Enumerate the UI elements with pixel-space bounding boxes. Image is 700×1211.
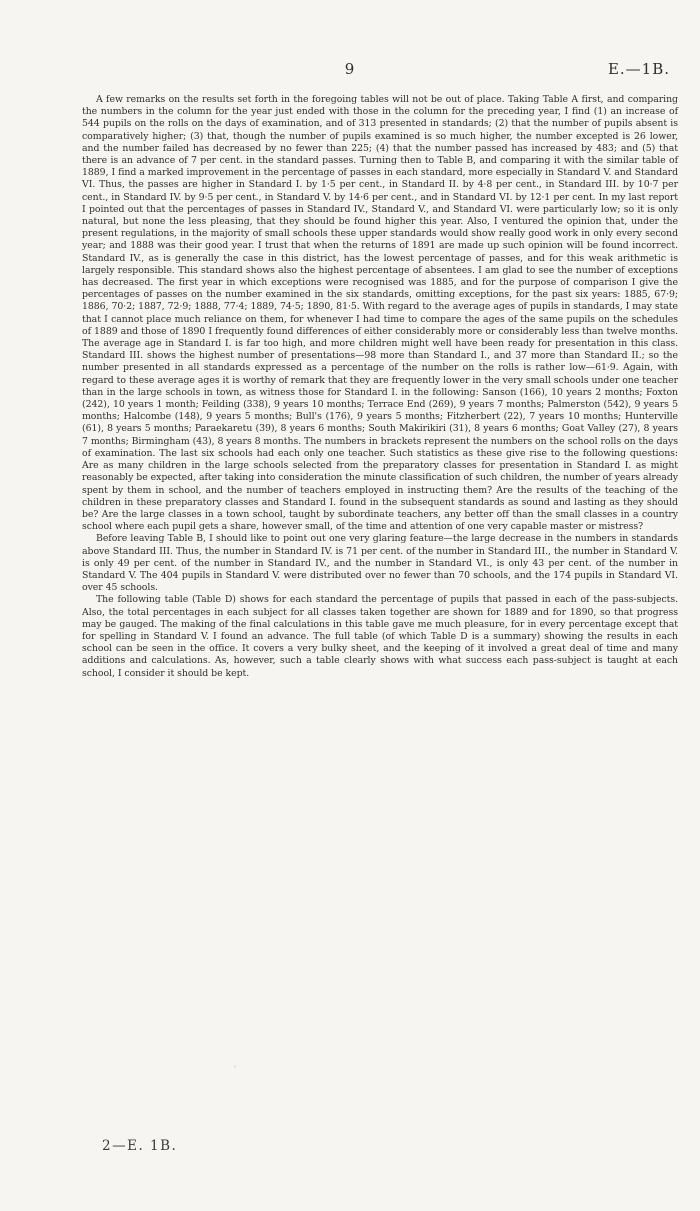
page-number: 9 <box>344 60 356 78</box>
body-text <box>82 94 678 680</box>
paragraph-3: The following table (Table D) shows for each standard the percentage of pupils that passed in each of the pass-subjects. Also, the total percentages in each subject for all classes taken together are shown for 1889 and for 1890, so that progress may be gauged. The making of the final calculations in this table gave me much pleasure, for in every percentage except that for spelling in Standard V. I found an advance. The full table (of which Table D is a summary) showing the results in each school can be seen in the office. It covers a very bulky sheet, and the keeping of it involved a great deal of time and many additions and calculations. As, however, such a table clearly shows with what success each pass-subject is taught at each school, I consider it should be kept. <box>82 594 678 679</box>
stray-mark: ' <box>234 1065 236 1073</box>
paragraph-1: A few remarks on the results set forth in the foregoing tables will not be out of place. Taking Table A first, and comparing the numbers in the column for the year just ended with those in the column for the preceding year, I find (1) an increase of 544 pupils on the rolls on the days of examination, and of 313 presented in standards; (2) that the number of pupils absent is comparatively higher; (3) that, though the number of pupils examined is so much higher, the number excepted is 26 lower, and the number failed has decreased by no fewer than 225; (4) that the number passed has increased by 483; and (5) that there is an advance of 7 per cent. in the standard passes. Turning then to Table B, and comparing it with the similar table of 1889, I find a marked improvement in the percentage of passes in each standard, more especially in Standard V. and Standard VI. Thus, the passes are higher in Standard I. by 1·5 per cent., in Standard II. by 4·8 per cent., in Standard III. by 10·7 per cent., in Standard IV. by 9·5 per cent., in Standard V. by 14·6 per cent., and in Standard VI. by 12·1 per cent. In my last report I pointed out that the percentages of passes in Standard IV., Standard V., and Standard VI. were particularly low; so it is only natural, but none the less pleasing, that they should be found higher this year. Also, I ventured the opinion that, under the present regulations, in the majority of small schools these upper standards would show really good work in only every second year; and 1888 was their good year. I trust that when the returns of 1891 are made up such opinion will be found incorrect. Standard IV., as is generally the case in this district, has the lowest percentage of passes, and for this weak arithmetic is largely responsible. This standard shows also the highest percentage of absentees. I am glad to see the number of exceptions has decreased. The first year in which exceptions were recognised was 1885, and for the purpose of comparison I give the percentages of passes on the number examined in the six standards, omitting exceptions, for the past six years: 1885, 67·9; 1886, 70·2; 1887, 72·9; 1888, 77·4; 1889, 74·5; 1890, 81·5. With regard to the average ages of pupils in standards, I may state that I cannot place much reliance on them, for whenever I had time to compare the ages of the same pupils on the schedules of 1889 and those of 1890 I frequently found differences of either considerably more or considerably less than twelve months. The average age in Standard I. is far too high, and more children might well have been ready for presentation in this class. Standard III. shows the highest number of presentations—98 more than Standard I., and 37 more than Standard II.; so the number presented in all standards expressed as a percentage of the number on the rolls is rather low—61·9. Again, with regard to these average ages it is worthy of remark that they are frequently lower in the very small schools under one teacher than in the large schools in town, as witness those for Standard I. in the following: Sanson (166), 10 years 2 months; Foxton (242), 10 years 1 month; Feilding (338), 9 years 10 months; Terrace End (269), 9 years 7 months; Palmerston (542), 9 years 5 months; Halcombe (148), 9 years 5 months; Bull's (176), 9 years 5 months; Fitzherbert (22), 7 years 10 months; Hunterville (61), 8 years 5 months; Paraekaretu (39), 8 years 6 months; South Makirikiri (31), 8 years 6 months; Goat Valley (27), 8 years 7 months; Birmingham (43), 8 years 8 months. The numbers in brackets represent the numbers on the school rolls on the days of examination. The last six schools had each only one teacher. Such statistics as these give rise to the following questions: Are as many children in the large schools selected from the preparatory classes for presentation in Standard I. as might reasonably be expected, after taking into consideration the minute classification of such children, the number of years already spent by them in school, and the number of teachers employed in instructing them? Are the results of the teaching of the children in these preparatory classes and Standard I. found in the subsequent standards as sound and lasting as they should be? Are the large classes in a town school, taught by subordinate teachers, any better off than the small classes in a country school where each pupil gets a share, however small, of the time and attention of one very capable master or mistress? <box>82 94 678 533</box>
paragraph-2: Before leaving Table B, I should like to point out one very glaring feature—the large decrease in the numbers in standards above Standard III. Thus, the number in Standard IV. is 71 per cent. of the number in Standard III., the number in Standard V. is only 49 per cent. of the number in Standard IV., and the number in Standard VI., is only 43 per cent. of the number in Standard V. The 404 pupils in Standard V. were distributed over no fewer than 70 schools, and the 174 pupils in Standard VI. over 45 schools. <box>82 533 678 594</box>
signature-mark: 2—E. 1B. <box>102 1138 178 1154</box>
document-reference: E.—1B. <box>607 60 670 78</box>
